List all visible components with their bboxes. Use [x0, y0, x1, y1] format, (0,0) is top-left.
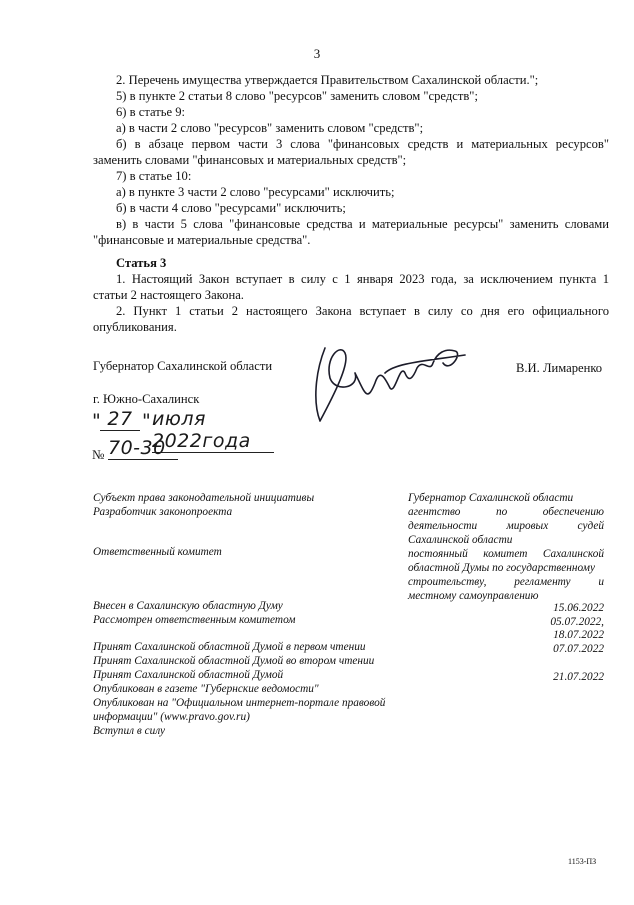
- subject-value: Губернатор Сахалинской области: [408, 492, 574, 504]
- article-p2b: опубликования.: [93, 320, 177, 334]
- date-quote-open: ": [92, 410, 102, 432]
- body-line-5b: заменить словами "финансовых и материальных средств";: [93, 153, 407, 167]
- body-line-8: б) в части 4 слово "ресурсами" исключить;: [116, 201, 346, 215]
- adopted-date: 21.07.2022: [553, 671, 604, 683]
- article-p1b: статьи 2 настоящего Закона.: [93, 288, 244, 302]
- body-line-2: 5) в пункте 2 статьи 8 слово "ресурсов" заменить словом "средств";: [116, 89, 478, 103]
- in-force-label: Вступил в силу: [93, 725, 166, 737]
- committee-value-4: местному самоуправлению: [408, 590, 539, 602]
- date-quote-close: ": [142, 410, 152, 432]
- committee-value-2: областной Думы по государственному: [408, 562, 595, 574]
- date-month-year: июля 2022года: [152, 408, 274, 453]
- first-reading-label: Принят Сахалинской областной Думой в первом чтении: [93, 641, 366, 653]
- body-line-5a: б) в абзаце первом части 3 слова "финансовых средств и материальных ресурсов": [116, 137, 609, 151]
- article-p1a: 1. Настоящий Закон вступает в силу с 1 января 2023 года, за исключением пункта 1: [116, 272, 609, 286]
- developer-label: Разработчик законопроекта: [93, 506, 233, 518]
- reviewed-date-2: 18.07.2022: [553, 629, 604, 641]
- article-p2a: 2. Пункт 1 статьи 2 настоящего Закона вступает в силу со дня его официального: [116, 304, 609, 318]
- handwritten-signature: [305, 333, 475, 428]
- date-day: 27: [100, 408, 140, 431]
- governor-name: В.И. Лимаренко: [516, 361, 603, 375]
- reviewed-date-1: 05.07.2022,: [550, 616, 604, 628]
- developer-value-1: агентство по обеспечению: [408, 506, 604, 518]
- committee-label: Ответственный комитет: [93, 546, 222, 558]
- law-number: 70-30: [108, 437, 178, 460]
- body-line-3: 6) в статье 9:: [116, 105, 186, 119]
- developer-value-2: деятельности мировых судей: [408, 520, 604, 532]
- body-line-6: 7) в статье 10:: [116, 169, 192, 183]
- reviewed-label: Рассмотрен ответственным комитетом: [93, 614, 296, 626]
- body-line-7: а) в пункте 3 части 2 слово "ресурсами" исключить;: [116, 185, 395, 199]
- footer-code: 1153-ПЗ: [568, 857, 597, 866]
- governor-title: Губернатор Сахалинской области: [93, 359, 273, 373]
- published-portal-label-2: информации" (www.pravo.gov.ru): [93, 711, 250, 723]
- body-line-4: а) в части 2 слово "ресурсов" заменить словом "средств";: [116, 121, 424, 135]
- first-reading-date: 07.07.2022: [553, 643, 604, 655]
- adopted-label: Принят Сахалинской областной Думой: [93, 669, 284, 681]
- body-line-9a: в) в части 5 слова "финансовые средства и материальные ресурсы" заменить словами: [116, 217, 609, 231]
- committee-value-1: постоянный комитет Сахалинской: [408, 548, 604, 560]
- city: г. Южно-Сахалинск: [93, 392, 200, 406]
- published-portal-label-1: Опубликован на "Официальном интернет-портале правовой: [93, 697, 386, 709]
- body-line-1: 2. Перечень имущества утверждается Правительством Сахалинской области.";: [116, 73, 539, 87]
- number-label: №: [92, 447, 105, 462]
- subject-label: Субъект права законодательной инициативы: [93, 492, 315, 504]
- page-number: 3: [313, 46, 321, 61]
- published-gazette-label: Опубликован в газете "Губернские ведомости": [93, 683, 319, 695]
- submitted-label: Внесен в Сахалинскую областную Думу: [93, 600, 283, 612]
- committee-value-3: строительству, регламенту и: [408, 576, 604, 588]
- submitted-date: 15.06.2022: [553, 602, 604, 614]
- developer-value-3: Сахалинской области: [408, 534, 513, 546]
- body-line-9b: "финансовые и материальные средства".: [93, 233, 311, 247]
- article-heading: Статья 3: [116, 256, 167, 270]
- second-reading-label: Принят Сахалинской областной Думой во втором чтении: [93, 655, 375, 667]
